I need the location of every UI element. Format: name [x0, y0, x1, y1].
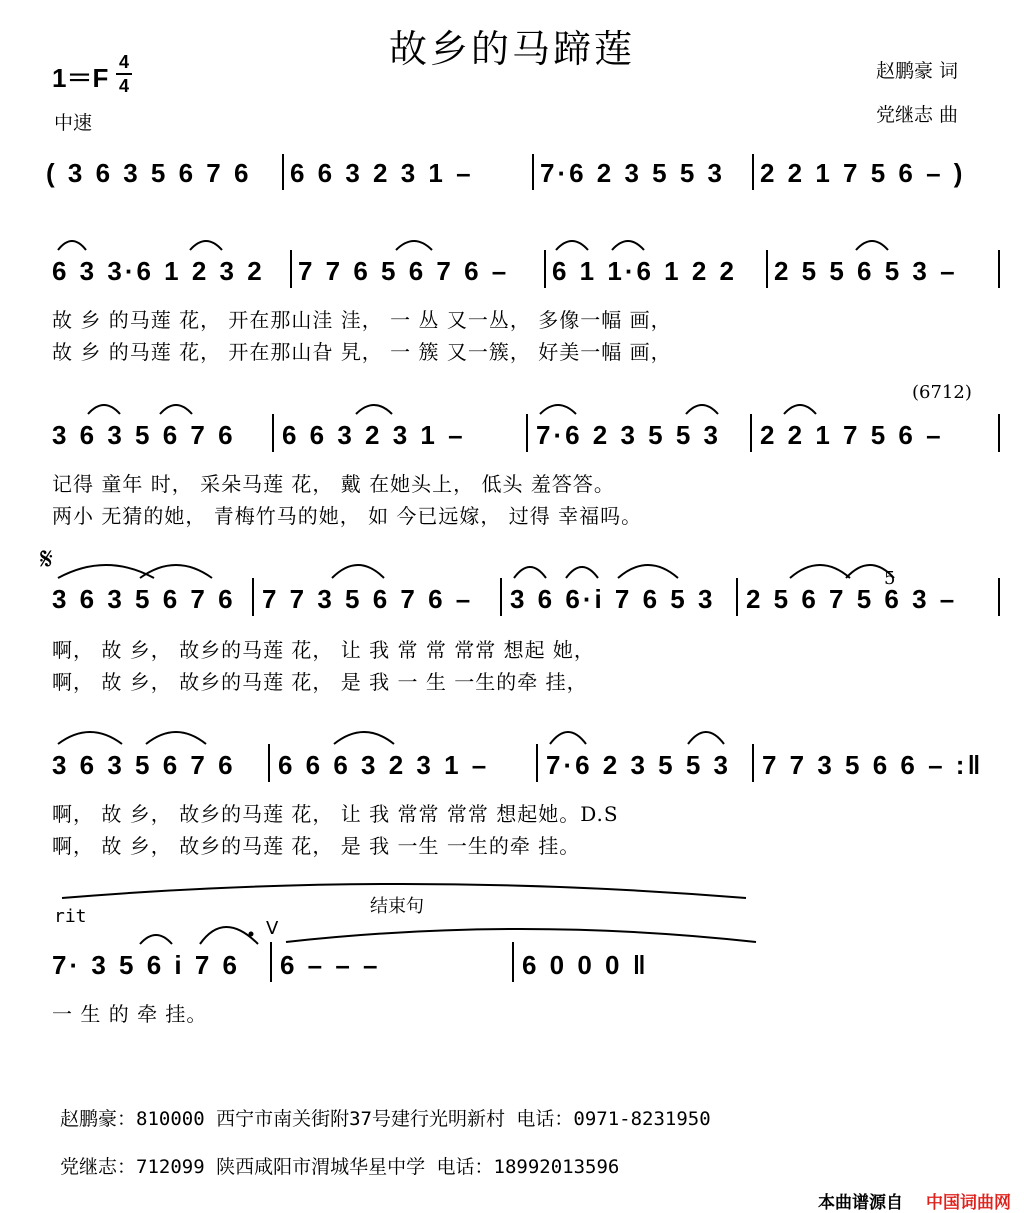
watermark-site: 中国词曲网 [926, 1193, 1011, 1213]
tempo-marking: 中速 [54, 112, 93, 134]
slur [688, 732, 724, 744]
barline [998, 250, 1000, 288]
line3-verse2-lyrics: 啊， 故 乡， 故乡的马莲 花， 是 我 一 生 一生的牵 挂， [52, 670, 588, 694]
ending-label: 结束句 [370, 896, 424, 917]
line3-measure-4: 2 5 6 7 5 6 3 – [746, 584, 958, 614]
lyricist-contact: 赵鹏豪：810000 西宁市南关街附37号建行光明新村 电话：0971-8231950 [60, 1108, 711, 1130]
slur [856, 241, 888, 250]
barline [270, 942, 272, 982]
line2-measure-2: 6 6 3 2 3 1 – [282, 420, 466, 450]
barline [536, 744, 538, 782]
composer-credit: 党继志 曲 [876, 104, 959, 126]
line2-verse2-lyrics: 两小 无猜的她， 青梅竹马的她， 如 今已远嫁， 过得 幸福吗。 [52, 504, 643, 528]
page-title: 故乡的马蹄莲 [388, 27, 635, 71]
grace-notes: (6712) [912, 382, 972, 403]
slur [58, 732, 122, 744]
composer-contact: 党继志：712099 陕西咸阳市渭城华星中学 电话：18992013596 [60, 1156, 620, 1178]
line1-verse1-lyrics: 故 乡 的马莲 花， 开在那山洼 洼， 一 丛 又一丛， 多像一幅 画， [52, 308, 672, 332]
slur [160, 405, 192, 414]
coda-measure-1: 7· 3 5 6 i 7 6 [52, 950, 240, 980]
barline [750, 414, 752, 452]
slur [58, 241, 86, 250]
line2-measure-1: 3 6 3 5 6 7 6 [52, 420, 236, 450]
slur [686, 405, 718, 414]
barline [252, 578, 254, 616]
barline [526, 414, 528, 452]
coda-lyrics: 一 生 的 牵 挂。 [52, 1002, 208, 1026]
slur [514, 567, 546, 578]
line2-measure-4: 2 2 1 7 5 6 – [760, 420, 944, 450]
intro-measure-1: ( 3 6 3 5 6 7 6 [46, 158, 252, 188]
barline [268, 744, 270, 782]
slur [566, 567, 598, 578]
lyricist-credit: 赵鹏豪 词 [876, 60, 959, 82]
barline [290, 250, 292, 288]
fermata-dot [249, 932, 254, 937]
intro-measure-2: 6 6 3 2 3 1 – [290, 158, 474, 188]
barline [752, 744, 754, 782]
slur [356, 405, 392, 414]
slur [200, 927, 258, 944]
line1-verse2-lyrics: 故 乡 的马莲 花， 开在那山旮 旯， 一 簇 又一簇， 好美一幅 画， [52, 340, 672, 364]
time-signature-top: 4 [118, 52, 129, 72]
barline [736, 578, 738, 616]
slur [334, 732, 394, 744]
slur [140, 935, 172, 944]
slur [190, 241, 222, 250]
line4-measure-1: 3 6 3 5 6 7 6 [52, 750, 236, 780]
slur [540, 405, 576, 414]
line4-measure-4: 7 7 3 5 6 6 – :‖ [762, 750, 984, 780]
time-signature-bottom: 4 [118, 76, 129, 96]
slur [396, 241, 432, 250]
line1-measure-4: 2 5 5 6 5 3 – [774, 256, 958, 286]
line4-verse1-lyrics: 啊， 故 乡， 故乡的马莲 花， 让 我 常常 常常 想起她。D.S [52, 802, 619, 826]
line3-measure-1: 3 6 3 5 6 7 6 [52, 584, 236, 614]
slur [556, 241, 588, 250]
slur [146, 732, 206, 744]
ritardando-marking: rit [54, 906, 87, 927]
slur [790, 565, 850, 578]
barline [272, 414, 274, 452]
line2-verse1-lyrics: 记得 童年 时， 采朵马莲 花， 戴 在她头上， 低头 羞答答。 [52, 472, 615, 496]
segno-sign: 𝄋 [40, 542, 53, 577]
barline [544, 250, 546, 288]
slur [618, 565, 678, 578]
breath-mark: V [266, 918, 279, 939]
grace-note: 5 [884, 568, 896, 589]
slur [58, 565, 154, 578]
slur [332, 565, 384, 578]
slur [784, 405, 816, 414]
line3-measure-2: 7 7 3 5 6 7 6 – [262, 584, 474, 614]
barline [500, 578, 502, 616]
time-signature [116, 52, 132, 96]
coda-measure-2: 6 – – – [280, 950, 381, 980]
intro-measure-3: 7·6 2 3 5 5 3 [540, 158, 725, 188]
slur [140, 565, 212, 578]
slur [286, 929, 756, 942]
slur [550, 732, 586, 744]
line2-measure-3: 7·6 2 3 5 5 3 [536, 420, 721, 450]
slur [612, 241, 644, 250]
line4-measure-3: 7·6 2 3 5 5 3 [546, 750, 731, 780]
barline [998, 578, 1000, 616]
barline [512, 942, 514, 982]
barline [532, 154, 534, 190]
barline [282, 154, 284, 190]
line4-measure-2: 6 6 6 3 2 3 1 – [278, 750, 490, 780]
barline [998, 414, 1000, 452]
line1-measure-2: 7 7 6 5 6 7 6 – [298, 256, 510, 286]
watermark-prefix: 本曲谱源自 [818, 1193, 903, 1213]
line3-verse1-lyrics: 啊， 故 乡， 故乡的马莲 花， 让 我 常 常 常常 想起 她， [52, 638, 595, 662]
line1-measure-3: 6 1 1·6 1 2 2 [552, 256, 737, 286]
key-signature: 1＝F [52, 63, 109, 93]
barline [766, 250, 768, 288]
time-signature-bar [116, 73, 132, 75]
barline [752, 154, 754, 190]
slur [88, 405, 120, 414]
line3-measure-3: 3 6 6·i 7 6 5 3 [510, 584, 716, 614]
line1-measure-1: 6 3 3·6 1 2 3 2 [52, 256, 265, 286]
intro-measure-4: 2 2 1 7 5 6 – ) [760, 158, 966, 188]
line4-verse2-lyrics: 啊， 故 乡， 故乡的马莲 花， 是 我 一生 一生的牵 挂。 [52, 834, 581, 858]
coda-measure-3: 6 0 0 0 ‖ [522, 950, 649, 980]
